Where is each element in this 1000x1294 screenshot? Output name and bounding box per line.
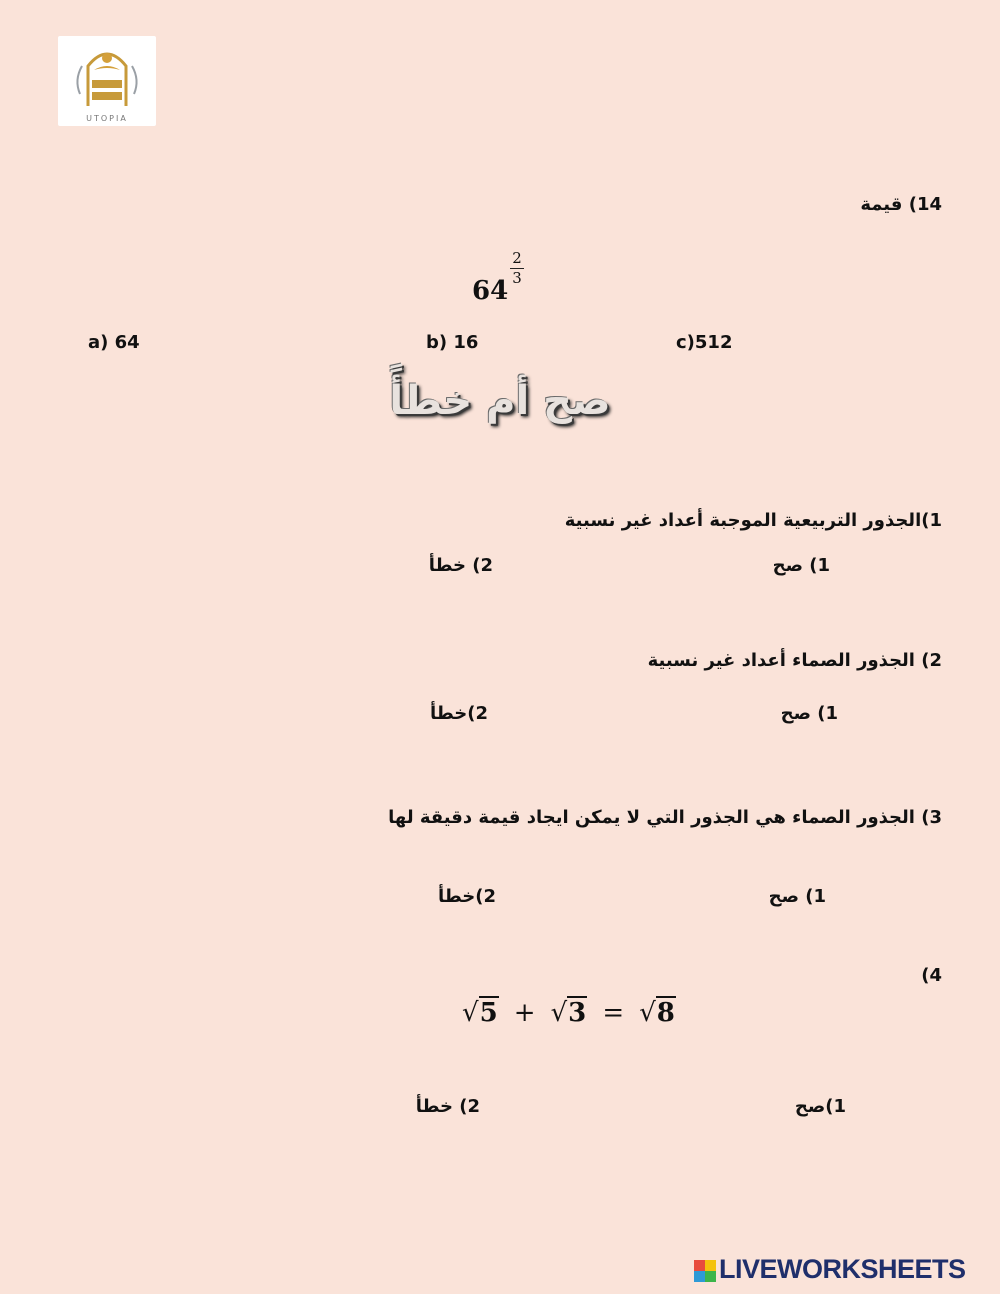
liveworksheets-text: LIVEWORKSHEETS — [719, 1254, 966, 1284]
tf-1-prompt: 1)الجذور التربيعية الموجبة أعداد غير نسبية — [564, 510, 942, 531]
badge-cell — [705, 1271, 716, 1282]
exponent-numerator: 2 — [512, 249, 522, 267]
tf-1-true[interactable]: 1) صح — [772, 555, 830, 576]
tf-2-false[interactable]: 2)خطأ — [429, 703, 488, 724]
sqrt-operand-c: 8 — [656, 998, 675, 1028]
exponent-fraction — [510, 250, 524, 287]
sqrt-operand-b: 3 — [568, 998, 587, 1028]
equals-sign: = — [602, 998, 625, 1028]
power-expression — [472, 250, 532, 310]
question-14-prompt: 14) قيمة — [860, 194, 942, 215]
tf-3-false[interactable]: 2)خطأ — [437, 886, 496, 907]
badge-cell — [705, 1260, 716, 1271]
radical-sign: √ — [639, 998, 656, 1028]
radical-sign: √ — [462, 998, 479, 1028]
badge-cell — [694, 1271, 705, 1282]
option-b[interactable]: b) 16 — [426, 332, 479, 353]
option-a[interactable]: a) 64 — [88, 332, 140, 353]
tf-2-prompt: 2) الجذور الصماء أعداد غير نسبية — [647, 650, 942, 671]
logo-caption: UTOPIA — [86, 114, 128, 123]
tf-4-false[interactable]: 2) خطأ — [415, 1096, 480, 1117]
liveworksheets-logo — [694, 1254, 994, 1284]
tf-3-true[interactable]: 1) صح — [768, 886, 826, 907]
tf-4-true[interactable]: 1)صح — [794, 1096, 846, 1117]
liveworksheets-badge-icon — [694, 1260, 716, 1282]
radical-sign: √ — [550, 998, 568, 1028]
school-logo — [58, 36, 156, 126]
plus-sign: + — [513, 998, 536, 1028]
option-c[interactable]: c)512 — [676, 332, 733, 353]
expression-base: 64 — [472, 276, 509, 306]
tf-2-true[interactable]: 1) صح — [780, 703, 838, 724]
section-title: صح أم خطأً — [389, 378, 611, 424]
tf-3-prompt: 3) الجذور الصماء هي الجذور التي لا يمكن ايجاد قيمة دقيقة لها — [388, 807, 942, 828]
school-logo-icon — [58, 36, 156, 114]
sqrt-operand-a: 5 — [479, 998, 498, 1028]
tf-4-prompt: 4) — [921, 965, 942, 986]
exponent-denominator: 3 — [512, 269, 522, 287]
badge-cell — [694, 1260, 705, 1271]
tf-1-false[interactable]: 2) خطأ — [428, 555, 493, 576]
sqrt-expression — [462, 998, 675, 1038]
